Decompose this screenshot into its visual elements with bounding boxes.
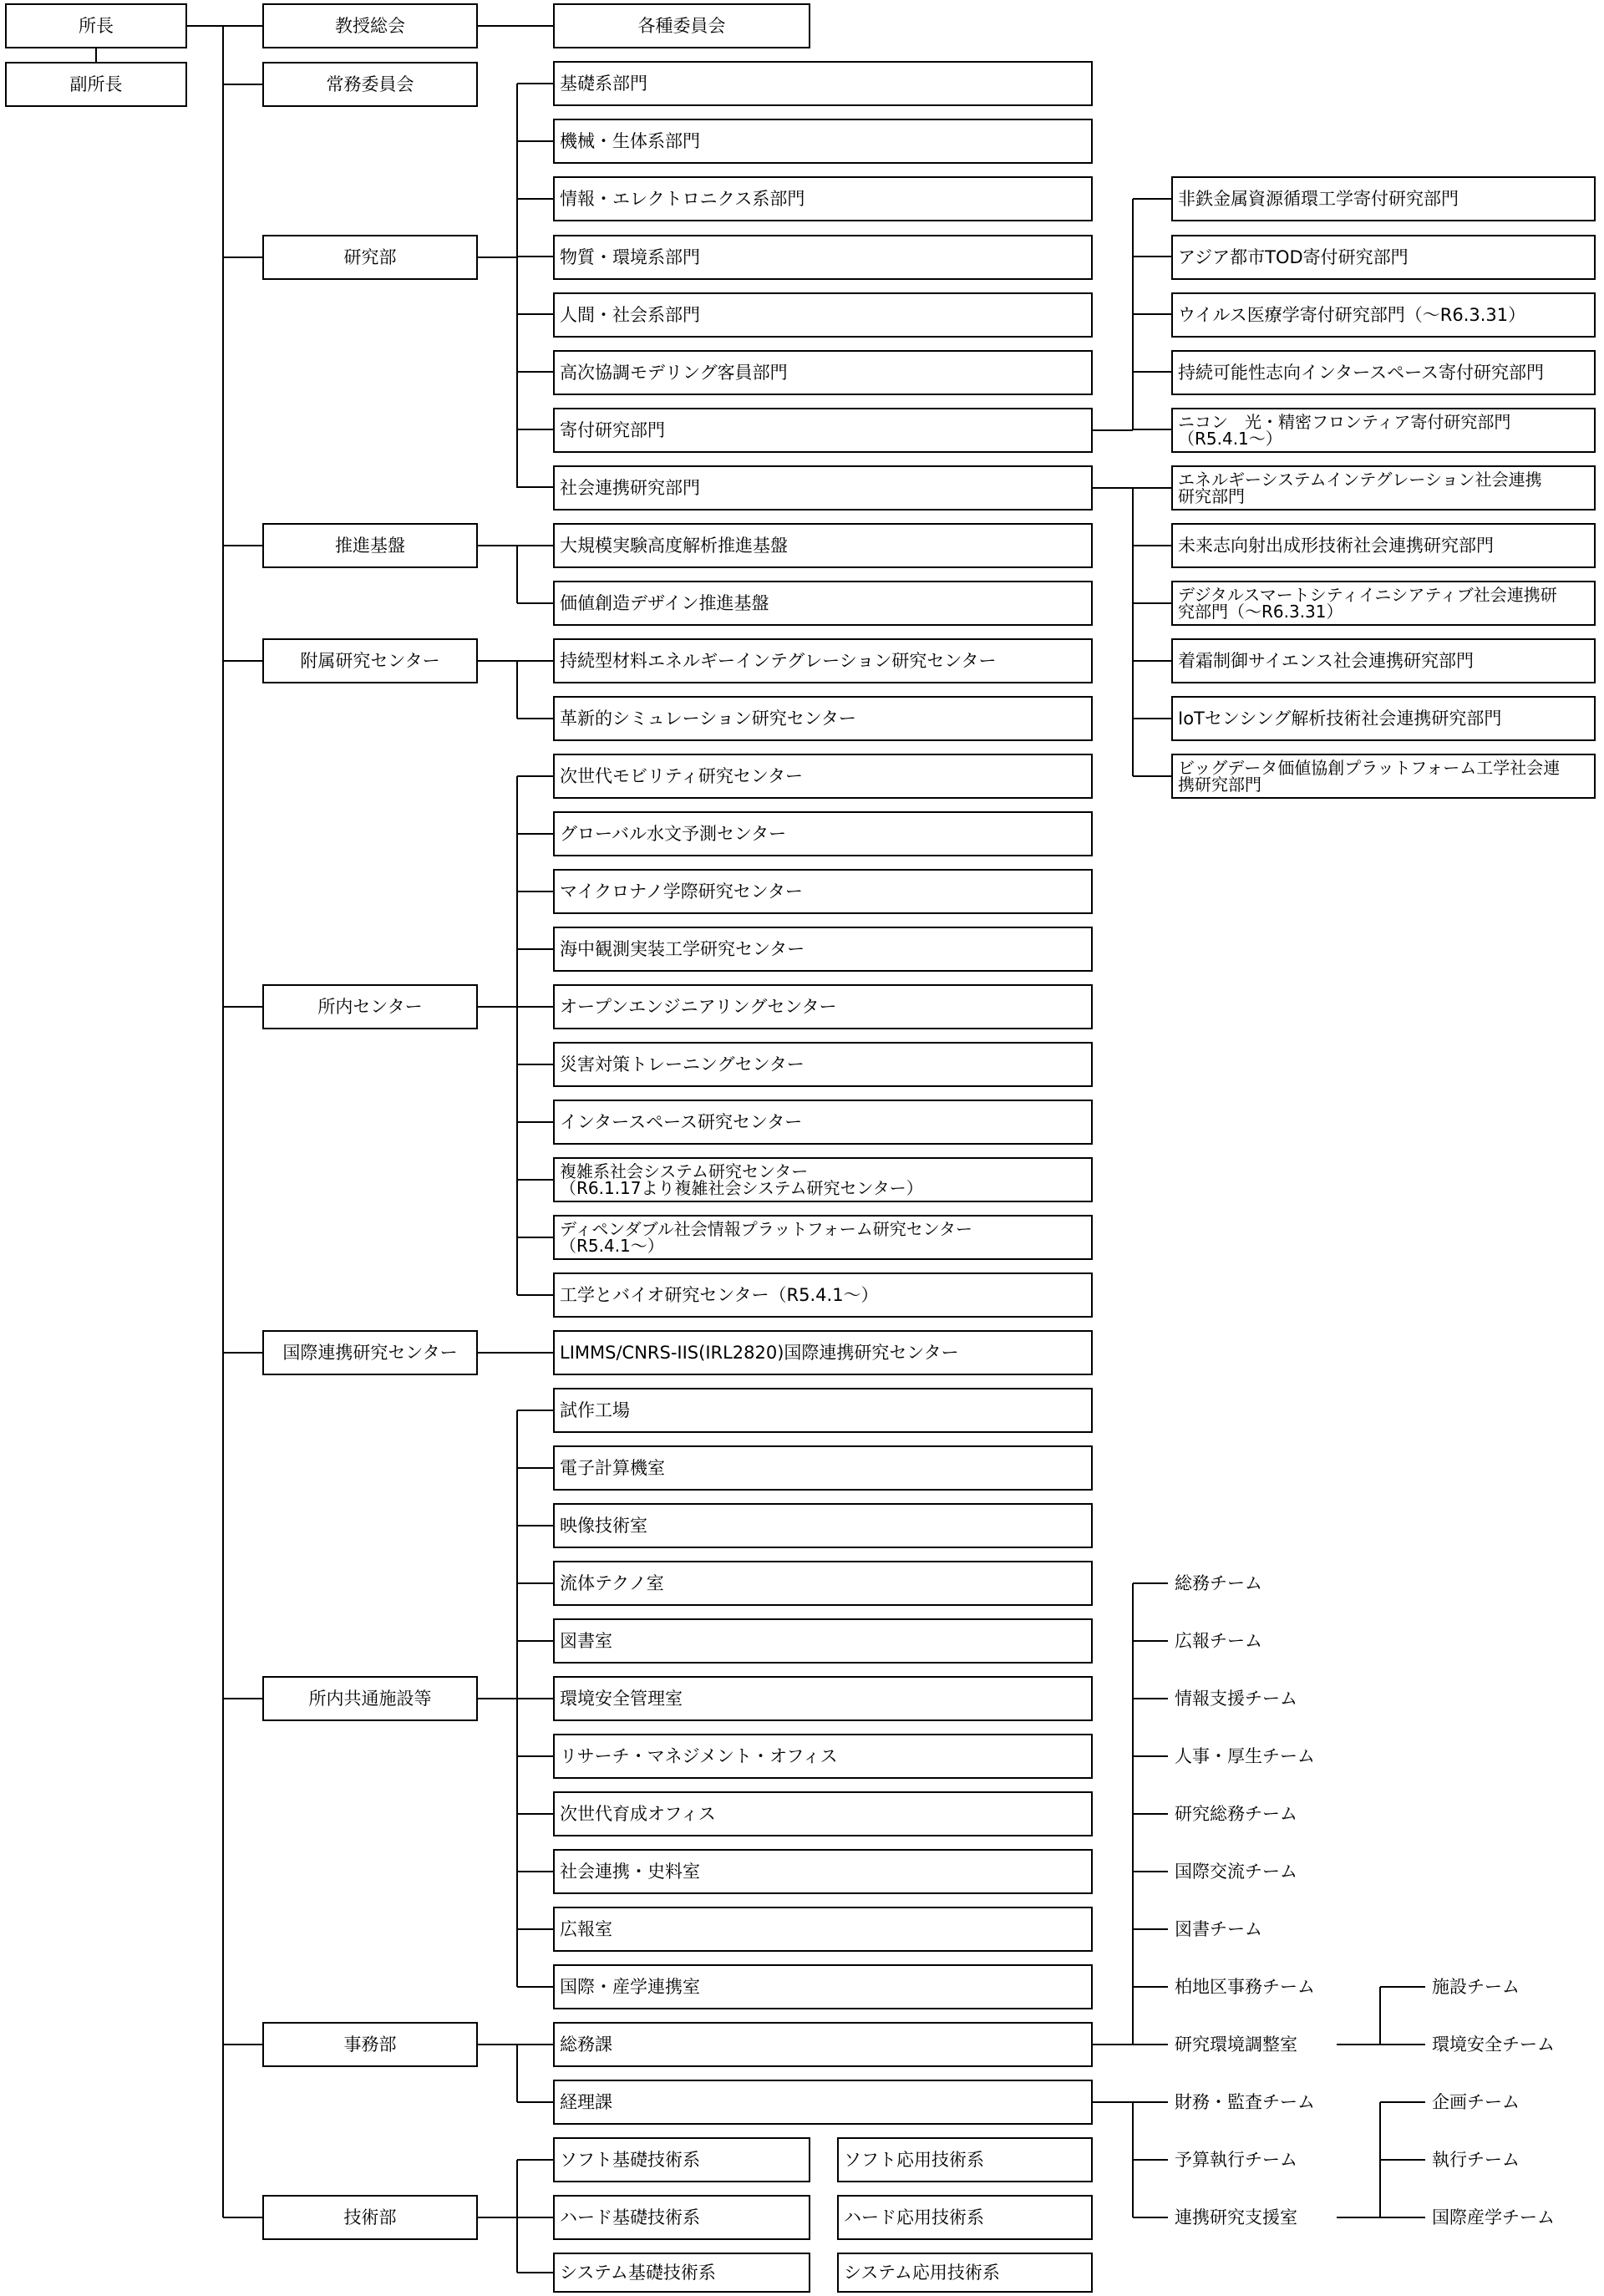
technical-group-box: システム基礎技術系: [553, 2253, 810, 2293]
facility-item: 次世代育成オフィス: [553, 1791, 1093, 1836]
affiliated-centers-box: 附属研究センター: [262, 638, 478, 683]
facility-item: 流体テクノ室: [553, 1561, 1093, 1606]
team-label: 財務・監査チーム: [1175, 2092, 1315, 2112]
facility-item: 環境安全管理室: [553, 1676, 1093, 1721]
technical-department-box: 技術部: [262, 2195, 478, 2240]
technical-group-box: システム応用技術系: [837, 2253, 1093, 2293]
internal-center-item: 災害対策トレーニングセンター: [553, 1042, 1093, 1087]
research-division-box: 人間・社会系部門: [553, 292, 1093, 338]
endowed-chair-box: 非鉄金属資源循環工学寄付研究部門: [1171, 176, 1596, 221]
social-collaboration-chair-box: ビッグデータ価値協創プラットフォーム工学社会連 携研究部門: [1171, 754, 1596, 799]
team-label: 研究環境調整室: [1175, 2034, 1297, 2055]
team-label: 国際交流チーム: [1175, 1862, 1297, 1882]
team-label: 広報チーム: [1175, 1631, 1262, 1651]
internal-center-item: インタースペース研究センター: [553, 1100, 1093, 1145]
research-division-box: 高次協調モデリング客員部門: [553, 350, 1093, 395]
common-facilities-box: 所内共通施設等: [262, 1676, 478, 1721]
facility-item: 電子計算機室: [553, 1445, 1093, 1491]
team-label: 施設チーム: [1432, 1977, 1520, 1997]
international-center-item: LIMMS/CNRS-IIS(IRL2820)国際連携研究センター: [553, 1330, 1093, 1375]
team-label: 国際産学チーム: [1432, 2207, 1555, 2227]
team-label: 情報支援チーム: [1175, 1689, 1297, 1709]
team-label: 研究総務チーム: [1175, 1804, 1297, 1824]
team-label: 図書チーム: [1175, 1919, 1262, 1939]
internal-center-item: 複雑系社会システム研究センター （R6.1.17より複雑社会システム研究センター）: [553, 1157, 1093, 1202]
affiliated-center-item: 持続型材料エネルギーインテグレーション研究センター: [553, 638, 1093, 683]
internal-center-item: 次世代モビリティ研究センター: [553, 754, 1093, 799]
team-label: 環境安全チーム: [1432, 2034, 1555, 2055]
team-label: 連携研究支援室: [1175, 2207, 1297, 2227]
social-collaboration-division-box: 社会連携研究部門: [553, 465, 1093, 511]
internal-center-item: グローバル水文予測センター: [553, 811, 1093, 856]
affiliated-center-item: 革新的シミュレーション研究センター: [553, 696, 1093, 741]
vice-director-box: 副所長: [5, 62, 187, 107]
committees-box: 各種委員会: [553, 3, 810, 48]
promotion-platform-box: 推進基盤: [262, 523, 478, 568]
internal-center-item: マイクロナノ学際研究センター: [553, 869, 1093, 914]
standing-committee-box: 常務委員会: [262, 62, 478, 107]
research-division-box: 情報・エレクトロニクス系部門: [553, 176, 1093, 221]
internal-center-item: 工学とバイオ研究センター（R5.4.1～）: [553, 1272, 1093, 1318]
internal-center-item: オープンエンジニアリングセンター: [553, 984, 1093, 1029]
technical-group-box: ソフト応用技術系: [837, 2137, 1093, 2182]
international-center-box: 国際連携研究センター: [262, 1330, 478, 1375]
faculty-council-box: 教授総会: [262, 3, 478, 48]
endowed-chair-box: アジア都市TOD寄付研究部門: [1171, 235, 1596, 280]
administration-box: 事務部: [262, 2022, 478, 2067]
endowed-division-box: 寄付研究部門: [553, 408, 1093, 453]
endowed-chair-box: ニコン 光・精密フロンティア寄付研究部門 （R5.4.1～）: [1171, 408, 1596, 453]
team-label: 執行チーム: [1432, 2150, 1520, 2170]
facility-item: 社会連携・史料室: [553, 1849, 1093, 1894]
research-department-box: 研究部: [262, 235, 478, 280]
promotion-platform-item: 大規模実験高度解析推進基盤: [553, 523, 1093, 568]
social-collaboration-chair-box: エネルギーシステムインテグレーション社会連携 研究部門: [1171, 465, 1596, 511]
internal-centers-box: 所内センター: [262, 984, 478, 1029]
technical-group-box: ソフト基礎技術系: [553, 2137, 810, 2182]
technical-group-box: ハード応用技術系: [837, 2195, 1093, 2240]
internal-center-item: ディペンダブル社会情報プラットフォーム研究センター （R5.4.1～）: [553, 1215, 1093, 1260]
facility-item: 図書室: [553, 1618, 1093, 1664]
internal-center-item: 海中観測実装工学研究センター: [553, 927, 1093, 972]
endowed-chair-box: 持続可能性志向インタースペース寄付研究部門: [1171, 350, 1596, 395]
accounting-section-box: 経理課: [553, 2080, 1093, 2125]
facility-item: 広報室: [553, 1907, 1093, 1952]
research-division-box: 物質・環境系部門: [553, 235, 1093, 280]
social-collaboration-chair-box: デジタルスマートシティイニシアティブ社会連携研 究部門（～R6.3.31）: [1171, 581, 1596, 626]
facility-item: リサーチ・マネジメント・オフィス: [553, 1734, 1093, 1779]
social-collaboration-chair-box: 着霜制御サイエンス社会連携研究部門: [1171, 638, 1596, 683]
promotion-platform-item: 価値創造デザイン推進基盤: [553, 581, 1093, 626]
endowed-chair-box: ウイルス医療学寄付研究部門（～R6.3.31）: [1171, 292, 1596, 338]
technical-group-box: ハード基礎技術系: [553, 2195, 810, 2240]
social-collaboration-chair-box: IoTセンシング解析技術社会連携研究部門: [1171, 696, 1596, 741]
team-label: 予算執行チーム: [1175, 2150, 1297, 2170]
research-division-box: 基礎系部門: [553, 61, 1093, 106]
facility-item: 映像技術室: [553, 1503, 1093, 1548]
social-collaboration-chair-box: 未来志向射出成形技術社会連携研究部門: [1171, 523, 1596, 568]
team-label: 総務チーム: [1175, 1573, 1262, 1593]
team-label: 人事・厚生チーム: [1175, 1746, 1315, 1766]
facility-item: 試作工場: [553, 1388, 1093, 1433]
research-division-box: 機械・生体系部門: [553, 119, 1093, 164]
team-label: 企画チーム: [1432, 2092, 1520, 2112]
director-box: 所長: [5, 3, 187, 48]
general-affairs-section-box: 総務課: [553, 2022, 1093, 2067]
team-label: 柏地区事務チーム: [1175, 1977, 1315, 1997]
facility-item: 国際・産学連携室: [553, 1964, 1093, 2009]
